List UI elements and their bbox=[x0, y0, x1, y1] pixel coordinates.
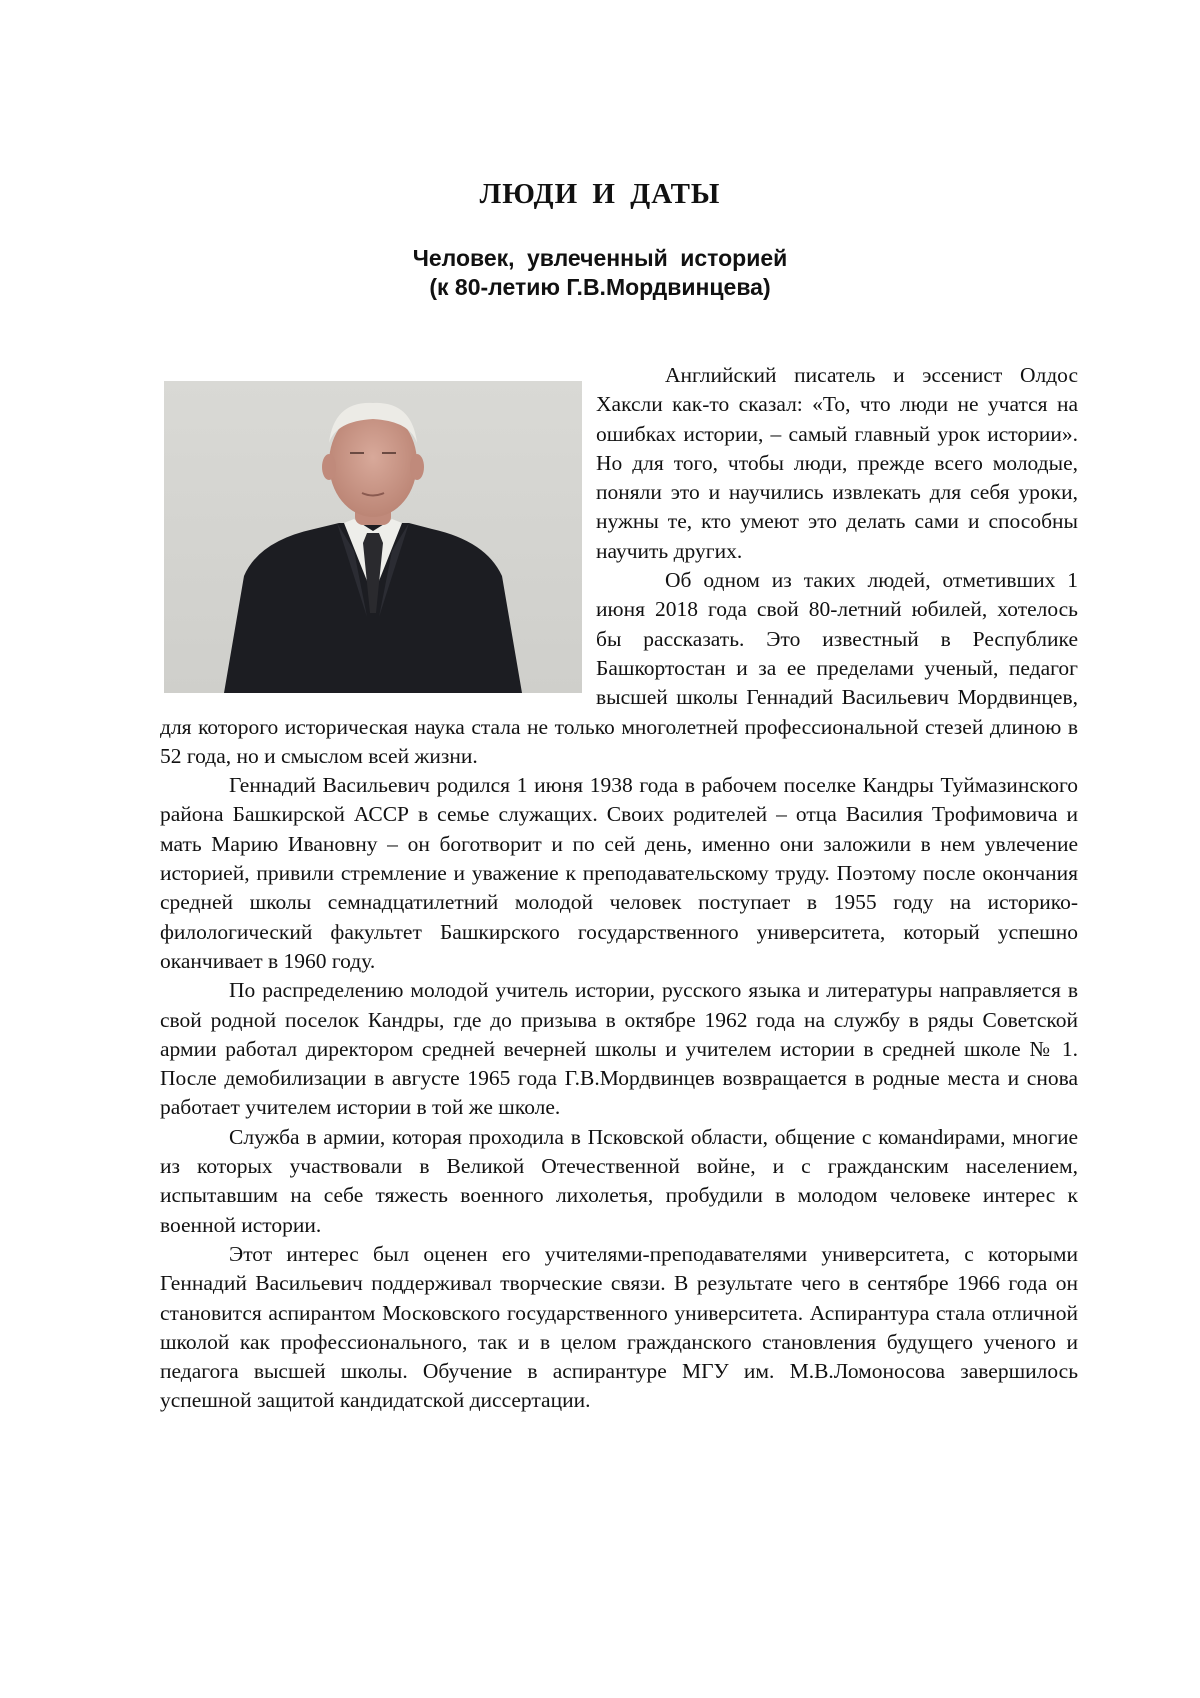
paragraph: Геннадий Васильевич родился 1 июня 1938 года в рабочем поселке Кандры Туймазинского района Башкирской АССР в семье служащих. Своих родителей – отца Василия Трофимовича и мать Марию Ивановну – он боготворит и по сей день, именно они заложили в нем увлечение историей, привили стремление и уважение к преподавательскому труду. Поэтому после окончания средней школы семнадцатилетний молодой человек поступает в 1955 году на историко-филологический факультет Башкирского государственного университета, который успешно оканчивает в 1960 году. bbox=[160, 773, 1078, 973]
paragraph: Об одном из таких людей, отметивших 1 июня 2018 года свой 80-летний юбилей, хотелось бы рассказать. Это известный в Республике Башкортостан и за ее пределами ученый, педагог высшей школы Геннадий Васильевич Мордвинцев, для которого историческая наука стала не только многолетней профессиональной стезей длиною в 52 года, но и смыслом всей жизни. bbox=[160, 568, 1078, 768]
article-title bbox=[0, 244, 1200, 302]
paragraph: По распределению молодой учитель истории, русского языка и литературы направляется в свой родной поселок Кандры, где до призыва в октябре 1962 года на службу в ряды Советской армии работал директором средней вечерней школы и учителем истории в средней школе № 1. После демобилизации в августе 1965 года Г.В.Мордвинцев возвращается в родные места и снова работает учителем истории в той же школе. bbox=[160, 978, 1078, 1120]
paragraph: Английский писатель и эссенист Олдос Хаксли как-то сказал: «То, что люди не учатся на ошибках истории, – самый главный урок истории». Но для того, чтобы люди, прежде всего молодые, поняли это и научились извлекать для себя уроки, нужны те, кто умеют это делать сами и способны научить других. bbox=[596, 363, 1078, 563]
paragraph: Служба в армии, которая проходила в Псковской области, общение с команdирами, многие из которых участвовали в Великой Отечественной войне, и с гражданским населением, испытавшим на себе тяжесть военного лихолетья, пробудили в молодом человеке интерес к военной истории. bbox=[160, 1124, 1078, 1237]
section-title: ЛЮДИ И ДАТЫ bbox=[479, 178, 721, 210]
article-title-line-1: Человек, увлеченный историей bbox=[412, 245, 788, 271]
article-body bbox=[160, 361, 1078, 1416]
paragraph: Этот интерес был оценен его учителями-преподавателями университета, с которыми Геннадий Васильевич поддерживал творческие связи. В результате чего в сентябре 1966 года он становится аспирантом Московского государственного университета. Аспирантура стала отличной школой как профессионального, так и в целом гражданского становления будущего ученого и педагога высшей школы. Обучение в аспирантуре МГУ им. М.В.Ломоносова завершилось успешной защитой кандидатской диссертации. bbox=[160, 1241, 1078, 1413]
photo-wrap-spacer bbox=[160, 361, 596, 703]
article-title-line-2: (к 80-летию Г.В.Мордвинцева) bbox=[429, 274, 771, 300]
